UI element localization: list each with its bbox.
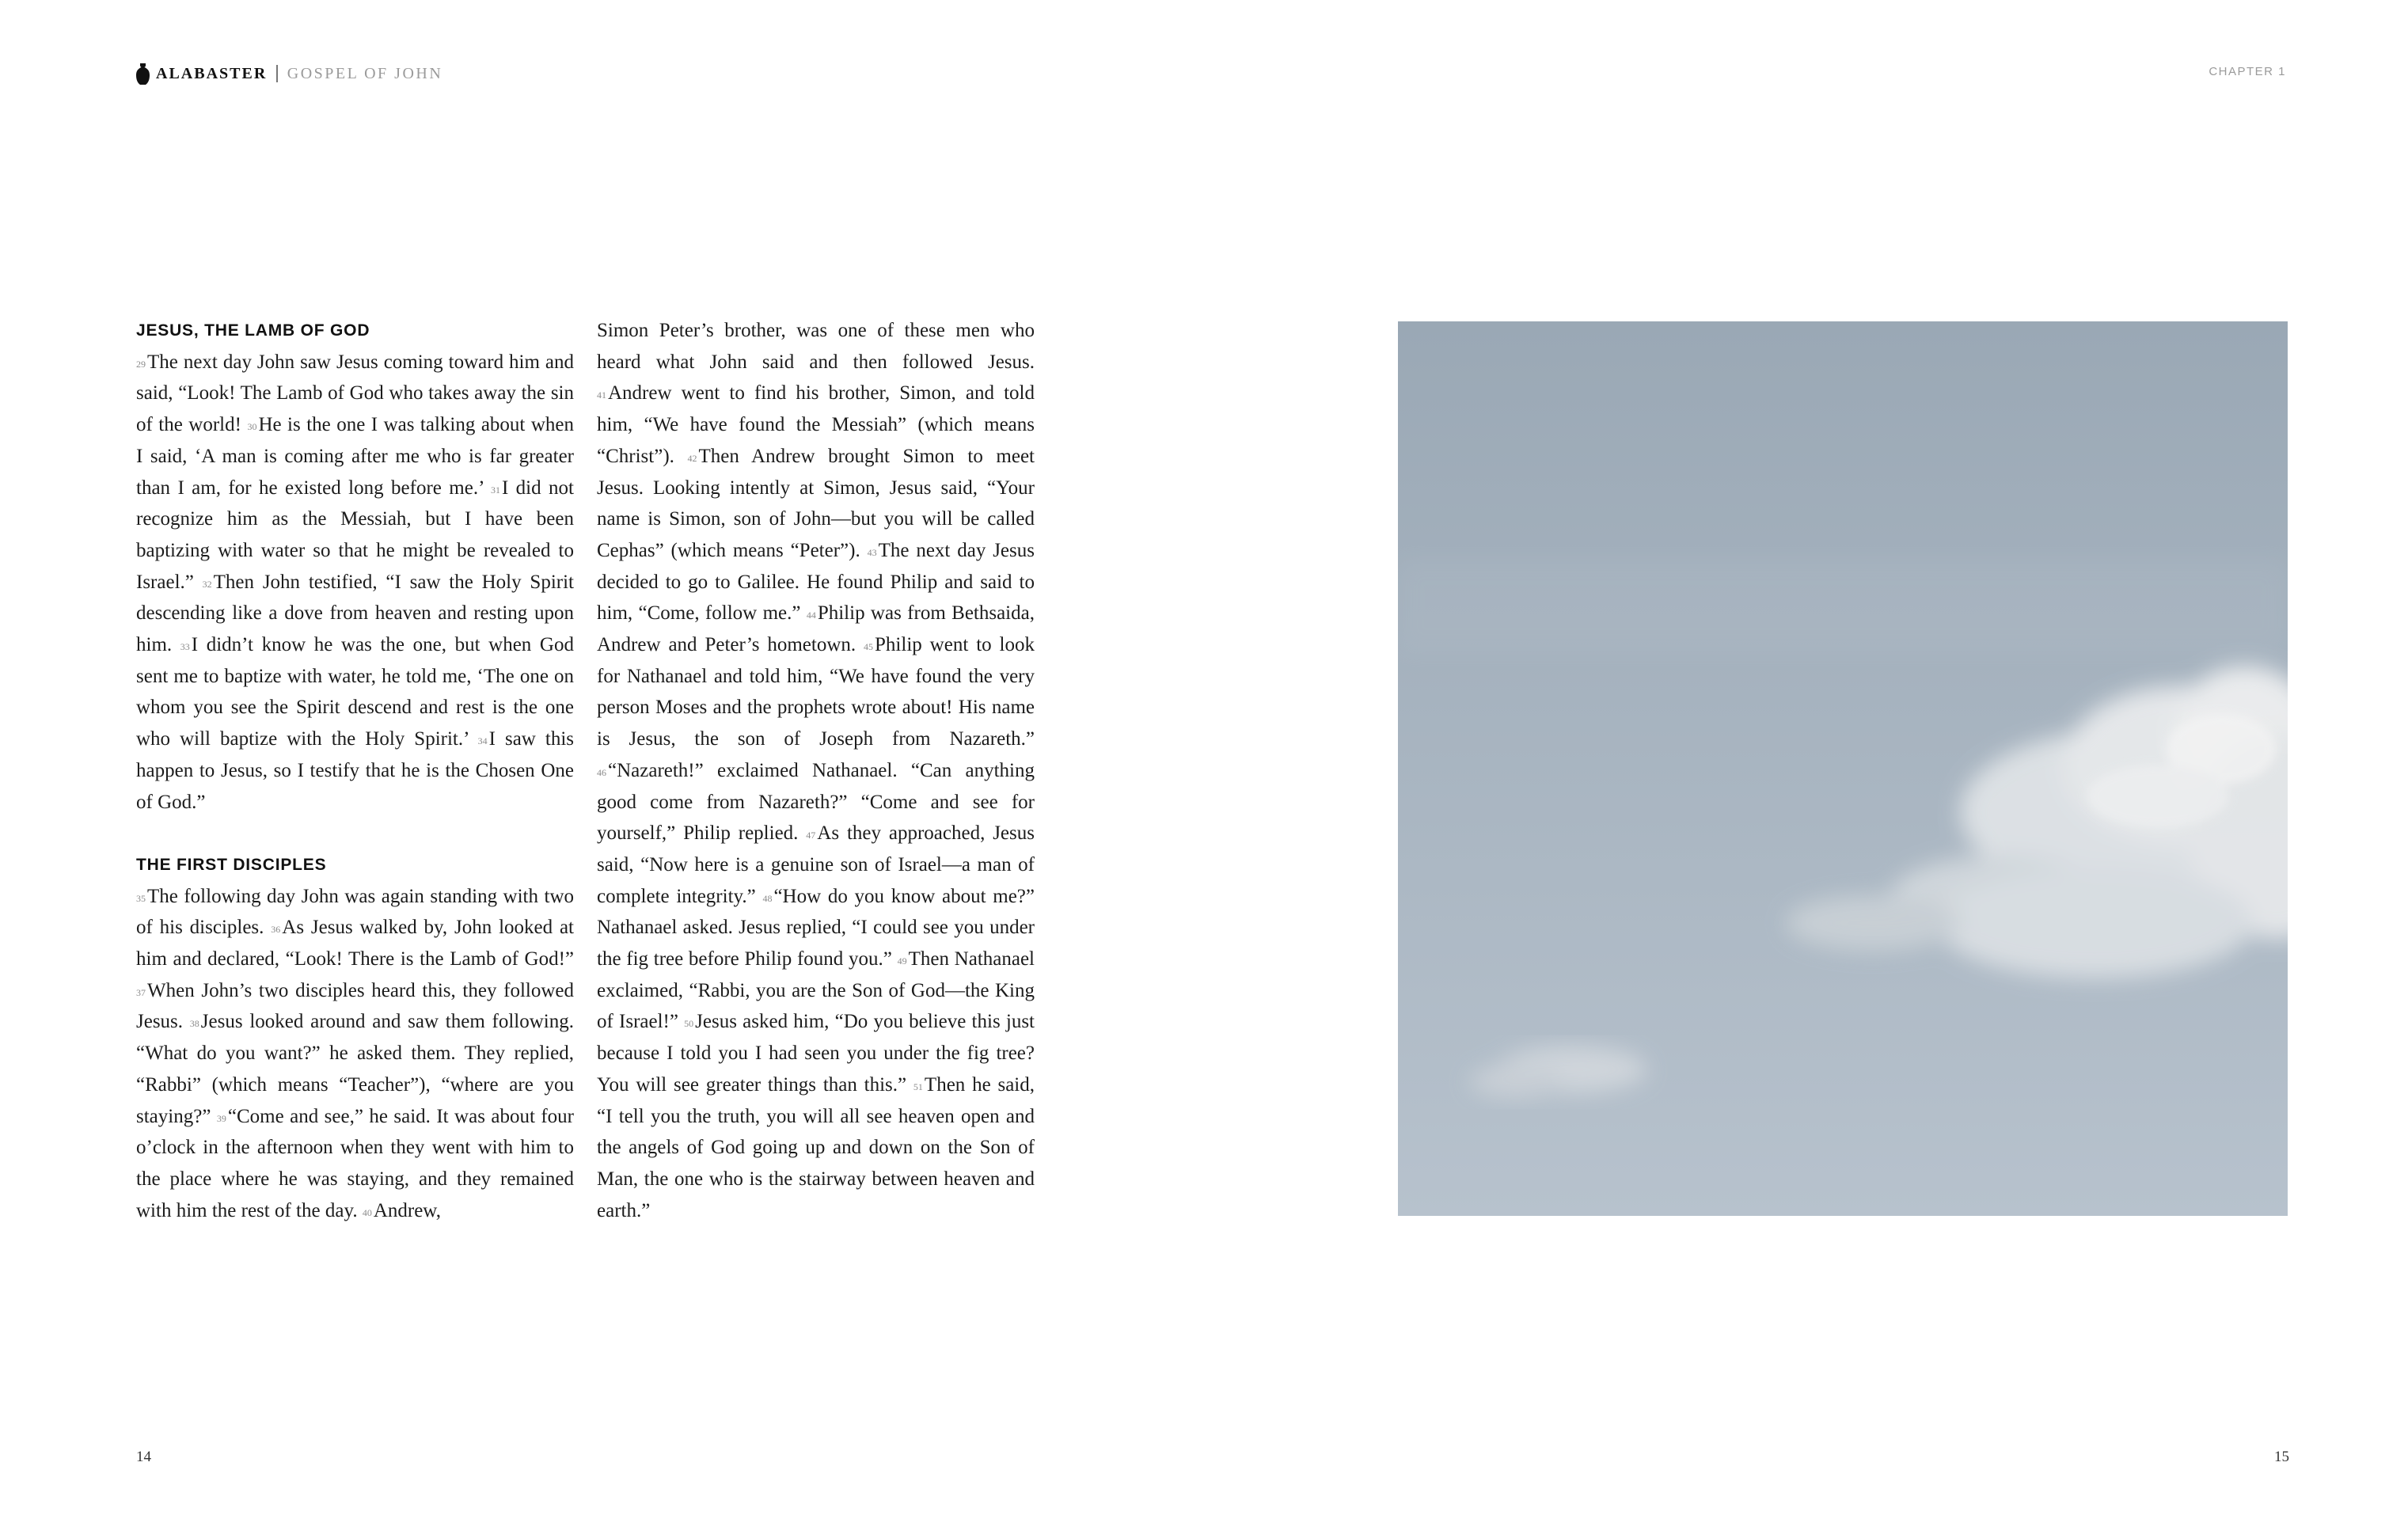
section-body-part-2: [597, 315, 1035, 1226]
cloud-image-icon: [1398, 321, 2288, 1216]
page-number-left: 14: [136, 1449, 151, 1465]
verse-number: 39: [216, 1112, 226, 1124]
verse-number: 46: [597, 766, 606, 778]
verse-text: The next day John saw Jesus coming toward him and said, “Look! The Lamb of God who takes away the sin of the world!: [136, 351, 574, 436]
verse-number: 31: [490, 484, 500, 496]
verse-number: 30: [247, 421, 257, 433]
verse-text: “How do you know about me?” Nathanael asked. Jesus replied, “I could see you under the fig tree before Philip found you.”: [597, 885, 1035, 970]
header-divider: [276, 65, 278, 82]
verse-number: 49: [897, 955, 907, 967]
verse-text: I did not recognize him as the Messiah, but I have been baptizing with water so that he might be revealed to Israel.”: [136, 477, 574, 593]
verse-number: 32: [202, 578, 212, 590]
alabaster-jar-icon: [136, 63, 150, 85]
verse-text-continued: Simon Peter’s brother, was one of these men who heard what John said and then followed Jesus.: [597, 320, 1035, 373]
verse-number: 29: [136, 358, 146, 370]
verse-number: 47: [806, 830, 816, 841]
running-header: [136, 62, 442, 85]
verse-number: 50: [684, 1018, 694, 1030]
verse-text: He is the one I was talking about when I said, ‘A man is coming after me who is far greater than I am, for he existed long before me.’: [136, 414, 574, 499]
verse-number: 51: [913, 1081, 923, 1092]
verse-text: I saw this happen to Jesus, so I testify that he is the Chosen One of God.”: [136, 728, 574, 813]
verse-text-split: Andrew,: [373, 1199, 441, 1221]
chapter-label: CHAPTER 1: [2209, 65, 2286, 78]
verse-number: 35: [136, 892, 146, 904]
verse-text: The next day Jesus decided to go to Galilee. He found Philip and said to him, “Come, follow me.”: [597, 539, 1035, 625]
section-heading: THE FIRST DISCIPLES: [136, 855, 327, 874]
verse-number: 34: [477, 735, 488, 747]
verse-number: 36: [271, 924, 281, 936]
verse-text: Then Andrew brought Simon to meet Jesus. Looking intently at Simon, Jesus said, “Your name is Simon, son of John—but you will be called Cephas” (which means “Peter”).: [597, 445, 1035, 561]
verse-text: Then John testified, “I saw the Holy Spirit descending like a dove from heaven and resting upon him.: [136, 571, 574, 656]
verse-text: When John’s two disciples heard this, they followed Jesus.: [136, 979, 574, 1033]
section-heading: JESUS, THE LAMB OF GOD: [136, 321, 370, 340]
sky-cloud-photo: [1398, 321, 2288, 1216]
section-body-part-1: [136, 881, 574, 1227]
verse-number: 40: [362, 1206, 372, 1218]
verse-text: The following day John was again standing with two of his disciples.: [136, 885, 574, 939]
text-column-left: [136, 315, 574, 1226]
page-number-right: 15: [2274, 1449, 2289, 1465]
verse-number: 41: [597, 389, 606, 401]
verse-text: Then he said, “I tell you the truth, you will all see heaven open and the angels of God going up and down on the Son of Man, the one who is the stairway between heaven and earth.”: [597, 1073, 1035, 1221]
verse-text: As they approached, Jesus said, “Now here is a genuine son of Israel—a man of complete integrity.”: [597, 822, 1035, 907]
text-column-right: [597, 315, 1035, 1226]
verse-text: “Come and see,” he said. It was about four o’clock in the afternoon when they went with him to the place where he was staying, and they remained with him the rest of the day.: [136, 1105, 574, 1221]
verse-number: 45: [864, 641, 874, 653]
verse-number: 33: [180, 641, 190, 653]
verse-number: 48: [762, 892, 773, 904]
verse-text: Jesus asked him, “Do you believe this just because I told you I had seen you under the fig tree? You will see greater things than this.”: [597, 1011, 1035, 1096]
section-body: [136, 347, 574, 818]
verse-text: Philip was from Bethsaida, Andrew and Peter’s hometown.: [597, 602, 1035, 656]
verse-text: Then Nathanael exclaimed, “Rabbi, you are the Son of God—the King of Israel!”: [597, 948, 1035, 1033]
verse-text: I didn’t know he was the one, but when God sent me to baptize with water, he told me, ‘The one on whom you see the Spirit descend and rest is the one who will baptize with the Holy Spirit.’: [136, 634, 574, 750]
book-title: GOSPEL OF JOHN: [287, 64, 443, 82]
verse-text: Philip went to look for Nathanael and told him, “We have found the very person Moses and the prophets wrote about! His name is Jesus, the son of Joseph from Nazareth.”: [597, 634, 1035, 750]
verse-text: Jesus looked around and saw them following. “What do you want?” he asked them. They replied, “Rabbi” (which means “Teacher”), “where are you staying?”: [136, 1011, 574, 1127]
brand-name: ALABASTER: [156, 64, 268, 82]
verse-text: “Nazareth!” exclaimed Nathanael. “Can anything good come from Nazareth?” “Come and see for yourself,” Philip replied.: [597, 759, 1035, 845]
verse-text: Andrew went to find his brother, Simon, and told him, “We have found the Messiah” (which means “Christ”).: [597, 382, 1035, 467]
verse-number: 44: [806, 610, 816, 621]
verse-number: 42: [687, 452, 697, 464]
verse-text: As Jesus walked by, John looked at him and declared, “Look! There is the Lamb of God!”: [136, 917, 574, 970]
verse-number: 38: [189, 1018, 199, 1030]
verse-number: 37: [136, 986, 146, 998]
verse-number: 43: [867, 546, 877, 558]
